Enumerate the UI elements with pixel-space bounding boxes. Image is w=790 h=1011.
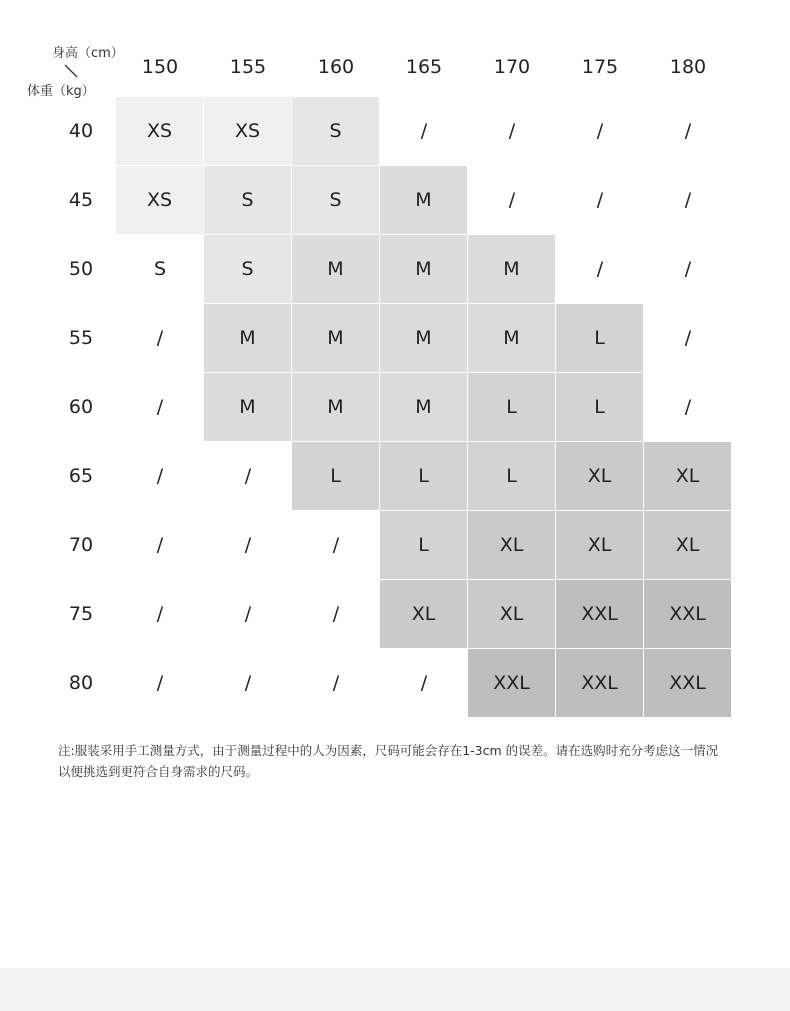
size-cell-75-165: XL <box>380 580 468 649</box>
size-cell-70-175: XL <box>556 511 644 580</box>
size-cell-65-155: / <box>244 465 252 487</box>
size-cell-55-175: L <box>556 304 644 373</box>
size-cell-55-180: / <box>684 327 692 349</box>
weight-label-80: 80 <box>68 672 94 694</box>
size-cell-65-180: XL <box>644 442 732 511</box>
size-cell-50-180: / <box>684 258 692 280</box>
corner-diagonal-line <box>64 64 78 78</box>
height-header-160: 160 <box>317 56 355 78</box>
size-cell-50-160: M <box>292 235 380 304</box>
size-cell-60-160: M <box>292 373 380 442</box>
size-cell-40-175: / <box>596 120 604 142</box>
size-cell-65-170: L <box>468 442 556 511</box>
size-cell-80-170: XXL <box>468 649 556 718</box>
size-cell-50-165: M <box>380 235 468 304</box>
size-cell-50-150: S <box>153 258 167 280</box>
size-cell-75-160: / <box>332 603 340 625</box>
size-cell-40-150: XS <box>116 97 204 166</box>
height-header-150: 150 <box>141 56 179 78</box>
size-cell-45-170: / <box>508 189 516 211</box>
size-cell-70-155: / <box>244 534 252 556</box>
size-cell-65-165: L <box>380 442 468 511</box>
size-cell-65-150: / <box>156 465 164 487</box>
weight-label-45: 45 <box>68 189 94 211</box>
size-cell-40-155: XS <box>204 97 292 166</box>
weight-label-75: 75 <box>68 603 94 625</box>
size-cell-75-155: / <box>244 603 252 625</box>
size-cell-55-150: / <box>156 327 164 349</box>
size-cell-45-160: S <box>292 166 380 235</box>
size-cell-65-160: L <box>292 442 380 511</box>
size-cell-80-180: XXL <box>644 649 732 718</box>
weight-label-65: 65 <box>68 465 94 487</box>
height-header-175: 175 <box>581 56 619 78</box>
size-cell-80-175: XXL <box>556 649 644 718</box>
size-cell-65-175: XL <box>556 442 644 511</box>
height-axis-label: 身高（cm） <box>52 46 124 61</box>
size-cell-45-175: / <box>596 189 604 211</box>
size-cell-45-180: / <box>684 189 692 211</box>
size-cell-70-160: / <box>332 534 340 556</box>
footer-band <box>0 968 790 1011</box>
weight-label-55: 55 <box>68 327 94 349</box>
size-cell-60-180: / <box>684 396 692 418</box>
size-cell-70-165: L <box>380 511 468 580</box>
weight-axis-label: 体重（kg） <box>27 84 95 99</box>
size-cell-60-175: L <box>556 373 644 442</box>
size-cell-80-160: / <box>332 672 340 694</box>
size-cell-55-165: M <box>380 304 468 373</box>
size-cell-40-170: / <box>508 120 516 142</box>
size-cell-75-150: / <box>156 603 164 625</box>
height-header-180: 180 <box>669 56 707 78</box>
size-cell-50-170: M <box>468 235 556 304</box>
size-cell-45-150: XS <box>116 166 204 235</box>
size-cell-60-150: / <box>156 396 164 418</box>
note-line-1: 注:服装采用手工测量方式，由于测量过程中的人为因素，尺码可能会存在1-3cm 的误差。请在选购时充分考虑这一情况 <box>58 743 719 758</box>
size-cell-75-170: XL <box>468 580 556 649</box>
measurement-note <box>58 740 748 782</box>
size-cell-40-160: S <box>292 97 380 166</box>
size-cell-50-155: S <box>204 235 292 304</box>
height-header-165: 165 <box>405 56 443 78</box>
size-cell-80-165: / <box>420 672 428 694</box>
size-cell-60-155: M <box>204 373 292 442</box>
size-cell-50-175: / <box>596 258 604 280</box>
size-cell-70-180: XL <box>644 511 732 580</box>
size-cell-70-150: / <box>156 534 164 556</box>
size-cell-75-175: XXL <box>556 580 644 649</box>
size-cell-60-170: L <box>468 373 556 442</box>
weight-label-50: 50 <box>68 258 94 280</box>
size-cell-80-155: / <box>244 672 252 694</box>
size-cell-40-180: / <box>684 120 692 142</box>
size-cell-60-165: M <box>380 373 468 442</box>
height-header-155: 155 <box>229 56 267 78</box>
size-cell-75-180: XXL <box>644 580 732 649</box>
note-line-2: 以便挑选到更符合自身需求的尺码。 <box>58 764 259 779</box>
size-cell-40-165: / <box>420 120 428 142</box>
height-header-170: 170 <box>493 56 531 78</box>
size-cell-55-155: M <box>204 304 292 373</box>
size-cell-45-165: M <box>380 166 468 235</box>
size-cell-45-155: S <box>204 166 292 235</box>
weight-label-70: 70 <box>68 534 94 556</box>
weight-label-60: 60 <box>68 396 94 418</box>
size-cell-55-160: M <box>292 304 380 373</box>
size-cell-55-170: M <box>468 304 556 373</box>
size-cell-70-170: XL <box>468 511 556 580</box>
size-cell-80-150: / <box>156 672 164 694</box>
weight-label-40: 40 <box>68 120 94 142</box>
